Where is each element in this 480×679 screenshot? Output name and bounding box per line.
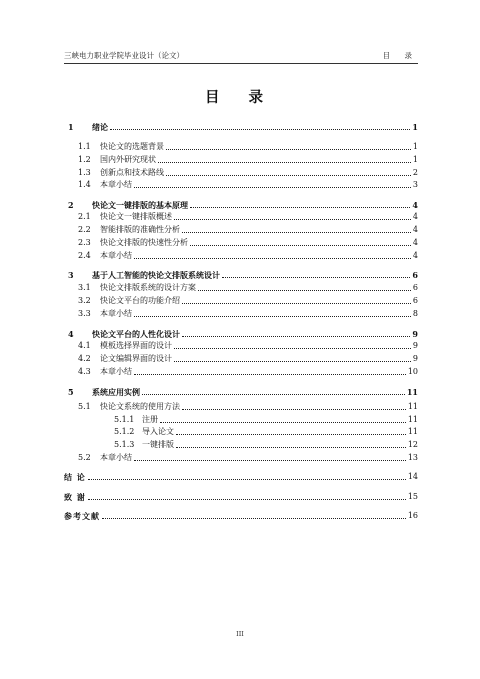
toc-entry[interactable] xyxy=(64,178,418,190)
toc-entry-text: 绪论 xyxy=(92,122,108,132)
toc-entry-text: 一键排版 xyxy=(142,440,174,449)
toc-entry[interactable] xyxy=(64,352,418,364)
toc-entry-text: 注册 xyxy=(142,415,158,424)
toc-entry-page: 9 xyxy=(412,354,418,363)
toc-dot-leader xyxy=(158,162,411,163)
toc-entry-text: 快论文平台的人性化设计 xyxy=(92,329,180,339)
header-school-title: 三峡电力职业学院毕业设计（论文） xyxy=(64,51,184,60)
toc-entry-title xyxy=(78,453,132,463)
toc-entry-text: 快论文的选题背景 xyxy=(100,142,164,151)
toc-entry-page: 15 xyxy=(407,492,418,501)
toc-entry-page: 11 xyxy=(407,427,418,436)
toc-entry-text: 导入论文 xyxy=(142,427,174,436)
toc-dot-leader xyxy=(166,175,411,176)
toc-entry-text: 系统应用实例 xyxy=(92,387,140,397)
toc-entry-title xyxy=(78,168,164,178)
toc-entry[interactable] xyxy=(64,236,418,248)
toc-entry-text: 结 论 xyxy=(64,472,86,482)
toc-dot-leader xyxy=(88,499,406,500)
toc-entry[interactable] xyxy=(64,140,418,152)
toc-entry-number: 4.3 xyxy=(78,367,91,376)
toc-dot-leader xyxy=(166,149,411,150)
toc-dot-leader xyxy=(182,303,411,304)
toc-entry-number: 1.4 xyxy=(78,180,91,189)
toc-entry-page: 2 xyxy=(412,168,418,177)
toc-entry-text: 致 谢 xyxy=(64,492,86,502)
toc-entry-text: 本章小结 xyxy=(100,309,132,318)
toc-entry[interactable] xyxy=(64,490,418,502)
toc-dot-leader xyxy=(190,207,410,208)
toc-entry-text: 基于人工智能的快论文排版系统设计 xyxy=(92,270,220,280)
toc-dot-leader xyxy=(182,336,410,337)
toc-entry[interactable] xyxy=(64,438,418,450)
toc-entry-number: 1.2 xyxy=(78,155,91,164)
toc-entry-title xyxy=(78,341,172,351)
toc-entry-title xyxy=(114,415,158,425)
toc-entry-page: 6 xyxy=(412,296,418,305)
toc-dot-leader xyxy=(134,374,406,375)
toc-entry-title xyxy=(78,354,172,364)
toc-entry[interactable] xyxy=(64,153,418,165)
toc-dot-leader xyxy=(142,394,405,395)
header-divider xyxy=(64,63,418,64)
toc-entry-text: 模板选择界面的设计 xyxy=(100,341,172,350)
toc-dot-leader xyxy=(110,129,410,130)
toc-entry-title xyxy=(64,200,188,210)
toc-entry-number: 2.2 xyxy=(78,225,91,234)
toc-entry-page: 4 xyxy=(412,238,418,247)
toc-entry-page: 10 xyxy=(407,367,418,376)
toc-entry-title xyxy=(64,122,108,132)
toc-entry-page: 4 xyxy=(412,251,418,260)
toc-entry-text: 快论文排版的快速性分析 xyxy=(100,238,188,247)
toc-entry-text: 本章小结 xyxy=(100,453,132,462)
toc-dot-leader xyxy=(222,277,410,278)
toc-entry-text: 论文编辑界面的设计 xyxy=(100,354,172,363)
toc-entry-number: 5.1.1 xyxy=(114,415,135,424)
toc-entry-title xyxy=(64,387,140,397)
page-header xyxy=(64,50,418,64)
toc-entry-number: 3.1 xyxy=(78,283,91,292)
toc-entry-page: 8 xyxy=(412,309,418,318)
toc-entry-text: 快论文一键排版的基本原理 xyxy=(92,200,188,210)
toc-entry[interactable] xyxy=(64,509,418,521)
toc-entry-title xyxy=(64,270,220,280)
toc-entry-title xyxy=(64,329,180,339)
toc-entry-page: 4 xyxy=(412,200,418,210)
toc-dot-leader xyxy=(176,434,406,435)
toc-entry[interactable] xyxy=(64,120,418,132)
toc-entry-title xyxy=(78,283,196,293)
toc-entry-title xyxy=(114,440,174,450)
toc-entry-text: 本章小结 xyxy=(100,367,132,376)
toc-entry-page: 12 xyxy=(407,440,418,449)
toc-entry-title xyxy=(78,367,132,377)
toc-entry-page: 16 xyxy=(407,511,418,520)
toc-entry-text: 国内外研究现状 xyxy=(100,155,156,164)
toc-dot-leader xyxy=(174,348,411,349)
toc-entry[interactable] xyxy=(64,365,418,377)
toc-entry[interactable] xyxy=(64,223,418,235)
toc-entry-page: 1 xyxy=(412,142,418,151)
toc-entry-number: 3.2 xyxy=(78,296,91,305)
toc-entry-page: 11 xyxy=(406,387,418,397)
toc-entry-page: 14 xyxy=(407,472,418,481)
toc-entry-title xyxy=(78,296,180,306)
toc-dot-leader xyxy=(134,258,411,259)
toc-entry[interactable] xyxy=(64,451,418,463)
toc-entry-number: 4 xyxy=(68,329,74,339)
toc-entry[interactable] xyxy=(64,413,418,425)
toc-entry-title xyxy=(64,511,100,521)
page-number: III xyxy=(236,630,244,638)
toc-dot-leader xyxy=(102,518,406,519)
toc-entry[interactable] xyxy=(64,385,418,397)
toc-entry-title xyxy=(78,212,172,222)
toc-entry-number: 3 xyxy=(68,270,74,280)
toc-dot-leader xyxy=(182,409,406,410)
toc-entry[interactable] xyxy=(64,400,418,412)
toc-entry-number: 3.3 xyxy=(78,309,91,318)
header-section-title: 目 录 xyxy=(382,51,418,60)
toc-entry-page: 11 xyxy=(407,402,418,411)
toc-entry-page: 11 xyxy=(407,415,418,424)
toc-entry[interactable] xyxy=(64,339,418,351)
page-title: 目 录 xyxy=(204,89,276,106)
toc-dot-leader xyxy=(88,479,406,480)
toc-dot-leader xyxy=(134,316,411,317)
toc-entry-text: 创新点和技术路线 xyxy=(100,168,164,177)
toc-entry-page: 13 xyxy=(407,453,418,462)
toc-entry[interactable] xyxy=(64,198,418,210)
toc-entry-number: 1 xyxy=(68,122,74,132)
toc-entry[interactable] xyxy=(64,249,418,261)
toc-dot-leader xyxy=(182,232,411,233)
toc-entry-number: 2.4 xyxy=(78,251,91,260)
toc-entry-number: 5.2 xyxy=(78,453,91,462)
toc-dot-leader xyxy=(176,447,406,448)
toc-entry[interactable] xyxy=(64,268,418,280)
toc-entry[interactable] xyxy=(64,307,418,319)
toc-entry-number: 5.1.2 xyxy=(114,427,135,436)
toc-entry-text: 快论文平台的功能介绍 xyxy=(100,296,180,305)
toc-dot-leader xyxy=(134,460,406,461)
toc-dot-leader xyxy=(160,422,406,423)
toc-entry-page: 6 xyxy=(412,283,418,292)
toc-entry-number: 1.1 xyxy=(78,142,91,151)
toc-entry-title xyxy=(114,427,174,437)
toc-entry-page: 4 xyxy=(412,225,418,234)
toc-entry-title xyxy=(78,142,164,152)
toc-entry-page: 1 xyxy=(412,122,418,132)
toc-entry-page: 9 xyxy=(412,329,418,339)
toc-entry-title xyxy=(78,309,132,319)
toc-entry-number: 2 xyxy=(68,200,74,210)
toc-entry-title xyxy=(78,180,132,190)
toc-entry-title xyxy=(78,238,188,248)
toc-entry-page: 3 xyxy=(412,180,418,189)
toc-entry[interactable] xyxy=(64,327,418,339)
toc-dot-leader xyxy=(134,187,411,188)
toc-entry[interactable] xyxy=(64,166,418,178)
toc-entry-number: 2.1 xyxy=(78,212,91,221)
toc-entry-text: 本章小结 xyxy=(100,251,132,260)
toc-entry[interactable] xyxy=(64,294,418,306)
toc-entry-title xyxy=(78,251,132,261)
toc-entry-page: 6 xyxy=(412,270,418,280)
toc-entry-text: 智能排版的准确性分析 xyxy=(100,225,180,234)
toc-entry-text: 快论文一键排版概述 xyxy=(100,212,172,221)
toc-entry-number: 4.1 xyxy=(78,341,91,350)
toc-entry-title xyxy=(78,402,180,412)
toc-entry-text: 本章小结 xyxy=(100,180,132,189)
toc-entry-number: 5.1 xyxy=(78,402,91,411)
toc-entry[interactable] xyxy=(64,281,418,293)
toc-dot-leader xyxy=(190,245,411,246)
toc-dot-leader xyxy=(174,361,411,362)
toc-entry-page: 1 xyxy=(412,155,418,164)
toc-entry-title xyxy=(78,225,180,235)
toc-entry-number: 5.1.3 xyxy=(114,440,135,449)
toc-entry[interactable] xyxy=(64,470,418,482)
toc-entry-number: 4.2 xyxy=(78,354,91,363)
toc-entry-title xyxy=(78,155,156,165)
toc-entry-number: 2.3 xyxy=(78,238,91,247)
toc-entry-text: 参考文献 xyxy=(64,511,100,521)
toc-dot-leader xyxy=(198,290,411,291)
toc-entry-page: 9 xyxy=(412,341,418,350)
toc-entry-number: 1.3 xyxy=(78,168,91,177)
toc-entry-page: 4 xyxy=(412,212,418,221)
toc-entry-title xyxy=(64,472,86,482)
toc-entry-number: 5 xyxy=(68,387,74,397)
toc-entry[interactable] xyxy=(64,425,418,437)
toc-entry-title xyxy=(64,492,86,502)
toc-entry[interactable] xyxy=(64,210,418,222)
toc-entry-text: 快论文系统的使用方法 xyxy=(100,402,180,411)
toc-dot-leader xyxy=(174,219,411,220)
toc-entry-text: 快论文排版系统的设计方案 xyxy=(100,283,196,292)
